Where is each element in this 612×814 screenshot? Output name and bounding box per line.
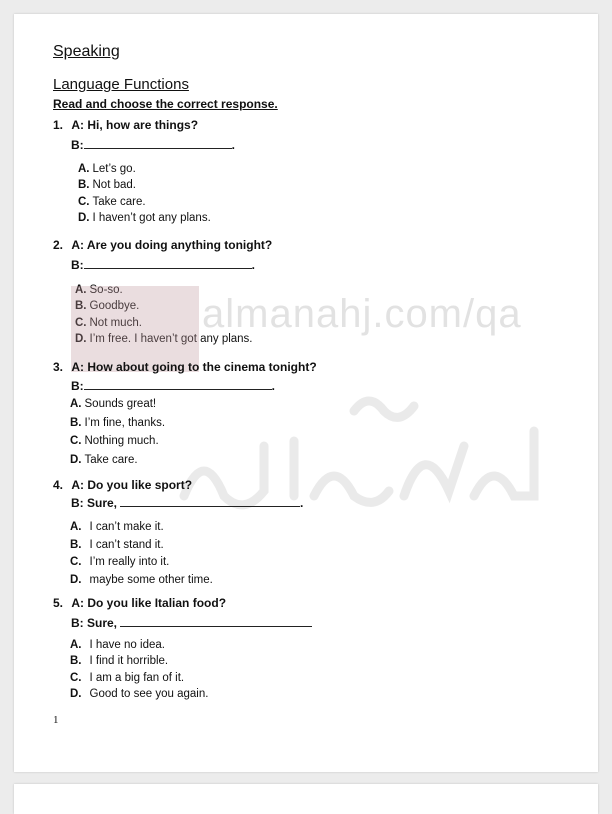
answer-blank[interactable] bbox=[84, 378, 272, 390]
option-3d bbox=[70, 454, 138, 466]
option-letter: B. bbox=[75, 300, 87, 312]
question-prompt: A: Do you like Italian food? bbox=[71, 596, 227, 610]
question-5 bbox=[53, 596, 226, 610]
question-prompt: A: How about going to the cinema tonight? bbox=[71, 360, 317, 374]
option-4c bbox=[70, 556, 169, 568]
option-1d bbox=[78, 212, 211, 224]
section-heading: Language Functions bbox=[53, 76, 189, 93]
option-text: I can’t make it. bbox=[89, 521, 164, 533]
option-text: I’m fine, thanks. bbox=[84, 417, 166, 429]
question-number: 3. bbox=[53, 360, 64, 374]
question-1 bbox=[53, 118, 198, 132]
option-text: Not bad. bbox=[92, 179, 136, 191]
option-text: I can’t stand it. bbox=[89, 539, 164, 551]
question-number: 2. bbox=[53, 238, 64, 252]
option-1c bbox=[78, 196, 146, 208]
option-text: Let’s go. bbox=[92, 163, 136, 175]
option-letter: A. bbox=[70, 398, 82, 410]
option-letter: A. bbox=[75, 284, 87, 296]
option-text: I haven’t got any plans. bbox=[92, 212, 211, 224]
option-letter: C. bbox=[70, 435, 82, 447]
option-letter: D. bbox=[70, 574, 82, 586]
option-text: maybe some other time. bbox=[89, 574, 213, 586]
option-letter: A. bbox=[70, 639, 82, 651]
option-3a bbox=[70, 398, 156, 410]
answer-label: B: bbox=[71, 258, 84, 272]
question-number: 5. bbox=[53, 596, 64, 610]
question-prompt: A: Do you like sport? bbox=[71, 478, 193, 492]
option-letter: B. bbox=[70, 417, 82, 429]
option-letter: C. bbox=[78, 196, 90, 208]
option-letter: B. bbox=[70, 655, 82, 667]
question-prompt: A: Hi, how are things? bbox=[71, 118, 199, 132]
next-page-edge bbox=[14, 784, 598, 814]
option-letter: C. bbox=[70, 672, 82, 684]
answer-end: . bbox=[231, 138, 236, 152]
option-4a bbox=[70, 521, 164, 533]
page-number: 1 bbox=[53, 714, 59, 726]
answer-line-5 bbox=[71, 615, 312, 630]
question-prompt: A: Are you doing anything tonight? bbox=[71, 238, 273, 252]
option-text: I find it horrible. bbox=[89, 655, 169, 667]
option-text: I have no idea. bbox=[89, 639, 165, 651]
option-letter: D. bbox=[70, 454, 82, 466]
answer-line-4 bbox=[71, 495, 303, 510]
question-3 bbox=[53, 360, 317, 374]
option-text: I am a big fan of it. bbox=[89, 672, 185, 684]
answer-label: B: Sure, bbox=[71, 616, 118, 630]
option-text: So-so. bbox=[89, 284, 123, 296]
instruction: Read and choose the correct response. bbox=[53, 97, 278, 111]
option-1a bbox=[78, 163, 136, 175]
option-text: I’m free. I haven’t got any plans. bbox=[89, 333, 253, 345]
option-letter: A. bbox=[70, 521, 82, 533]
option-3c bbox=[70, 435, 159, 447]
answer-end: . bbox=[251, 258, 256, 272]
answer-label: B: Sure, bbox=[71, 496, 118, 510]
option-text: Sounds great! bbox=[84, 398, 157, 410]
answer-label: B: bbox=[71, 138, 84, 152]
answer-blank[interactable] bbox=[84, 257, 252, 269]
option-4d bbox=[70, 574, 213, 586]
worksheet-page bbox=[14, 14, 598, 772]
answer-end: . bbox=[300, 496, 304, 510]
answer-line-3 bbox=[71, 378, 275, 393]
option-text: Take care. bbox=[92, 196, 146, 208]
option-text: I’m really into it. bbox=[89, 556, 170, 568]
question-2 bbox=[53, 238, 272, 252]
option-text: Good to see you again. bbox=[89, 688, 209, 700]
option-text: Nothing much. bbox=[84, 435, 159, 447]
option-3b bbox=[70, 417, 165, 429]
option-5c bbox=[70, 672, 184, 684]
option-letter: A. bbox=[78, 163, 90, 175]
question-number: 1. bbox=[53, 118, 64, 132]
answer-blank[interactable] bbox=[120, 495, 300, 507]
option-letter: B. bbox=[70, 539, 82, 551]
option-text: Not much. bbox=[89, 317, 142, 329]
option-5d bbox=[70, 688, 208, 700]
question-4 bbox=[53, 478, 192, 492]
page-title: Speaking bbox=[53, 43, 120, 60]
option-5b bbox=[70, 655, 168, 667]
option-letter: B. bbox=[78, 179, 90, 191]
question-number: 4. bbox=[53, 478, 64, 492]
option-4b bbox=[70, 539, 164, 551]
answer-end: . bbox=[271, 379, 276, 393]
watermark-text: almanahj.com/qa bbox=[202, 292, 522, 336]
option-letter: D. bbox=[70, 688, 82, 700]
answer-label: B: bbox=[71, 379, 84, 393]
option-1b bbox=[78, 179, 136, 191]
option-text: Goodbye. bbox=[89, 300, 140, 312]
option-letter: D. bbox=[78, 212, 90, 224]
answer-line-1 bbox=[71, 137, 235, 152]
answer-line-2 bbox=[71, 257, 255, 272]
option-5a bbox=[70, 639, 165, 651]
option-text: Take care. bbox=[84, 454, 138, 466]
option-letter: D. bbox=[75, 333, 87, 345]
option-letter: C. bbox=[75, 317, 87, 329]
option-letter: C. bbox=[70, 556, 82, 568]
answer-blank[interactable] bbox=[84, 137, 232, 149]
answer-blank[interactable] bbox=[120, 615, 312, 627]
